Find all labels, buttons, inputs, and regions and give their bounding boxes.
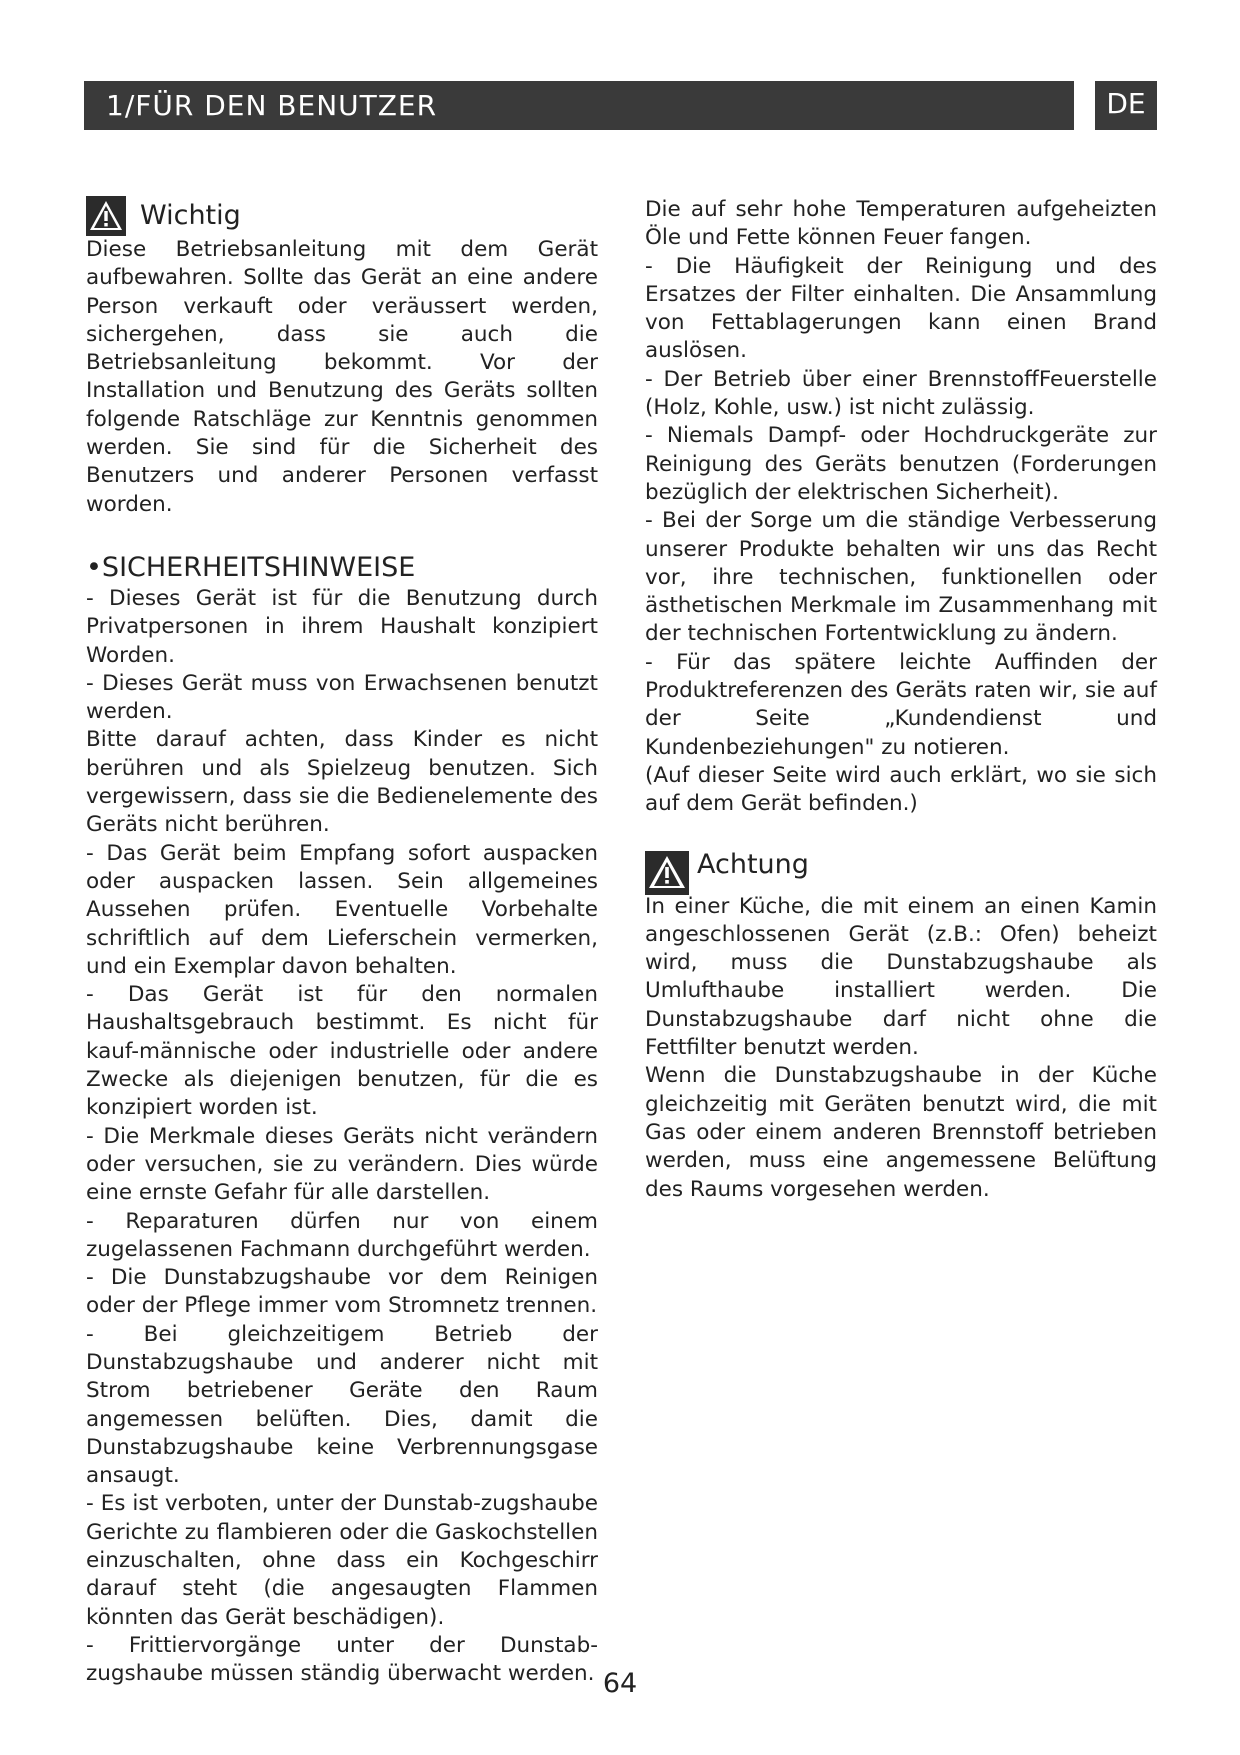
safety-paragraph: (Auf dieser Seite wird auch erklärt, wo sie sich auf dem Gerät befinden.) xyxy=(645,762,1157,817)
achtung-text: Wenn die Dunstabzugshaube in der Küche gleichzeitig mit Geräten benutzt wird, die mit Gas oder einem anderen Brennstoff betrieben werden, muss eine angemessene Belüftung des Raums vorgesehen werden. xyxy=(645,1063,1157,1202)
safety-paragraph: - Der Betrieb über einer BrennstoffFeuerstelle (Holz, Kohle, usw.) ist nicht zulässig. xyxy=(645,366,1157,421)
safety-paragraph: - Dieses Gerät muss von Erwachsenen benutzt werden. xyxy=(86,670,598,725)
safety-paragraph: Die auf sehr hohe Temperaturen aufgeheizten Öle und Fette können Feuer fangen. xyxy=(645,197,1157,251)
safety-paragraph: - Das Gerät beim Empfang sofort auspacken oder auspacken lassen. Sein allgemeines Aussehen prüfen. Eventuelle Vorbehalte schriftlich auf dem Lieferschein vermerken, und ein Exemplar davon behalten. xyxy=(86,840,598,979)
warning-icon xyxy=(86,196,126,236)
safety-heading: •SICHERHEITSHINWEISE xyxy=(86,551,416,583)
wichtig-heading xyxy=(86,196,598,236)
achtung-title: Achtung xyxy=(697,848,809,880)
wichtig-text: Diese Betriebsanleitung mit dem Gerät aufbewahren. Sollte das Gerät an eine andere Person verkauft oder veräussert werden, sichergehen, dass sie auch die Betriebsanleitung bekommt. Vor der Installation und Benutzung des Geräts sollten folgende Ratschläge zur Kenntnis genommen werden. Sie sind für die Sicherheit des Benutzers und anderer Personen verfasst worden. xyxy=(86,237,598,517)
safety-paragraph: - Das Gerät ist für den normalen Haushaltsgebrauch bestimmt. Es nicht für kauf-männische oder industrielle oder andere Zwecke als diejenigen benutzen, für die es konzipiert worden ist. xyxy=(86,982,598,1121)
safety-paragraph: - Reparaturen dürfen nur von einem zugelassenen Fachmann durchgeführt werden. xyxy=(86,1208,598,1262)
safety-paragraph: - Dieses Gerät ist für die Benutzung durch Privatpersonen in ihrem Haushalt konzipiert Worden. xyxy=(86,585,598,668)
safety-paragraph: - Bei gleichzeitigem Betrieb der Dunstabzugshaube und anderer nicht mit Strom betriebener Geräte den Raum angemessen belüften. Dies, damit die Dunstabzugshaube keine Verbrennungsgase ansaugt. xyxy=(86,1321,598,1489)
safety-paragraph: - Es ist verboten, unter der Dunstab-zugshaube Gerichte zu flambieren oder die Gaskochstellen einzuschalten, ohne dass ein Kochgeschirr darauf steht (die angesaugten Flammen könnten das Gerät beschädigen). xyxy=(86,1491,598,1630)
safety-paragraph: Bitte darauf achten, dass Kinder es nicht berühren und als Spielzeug benutzen. Sich vergewissern, dass sie die Bedienelemente des Geräts nicht berühren. xyxy=(86,727,598,838)
achtung-block xyxy=(645,849,1157,895)
warning-icon xyxy=(645,851,689,895)
achtung-content xyxy=(697,849,809,881)
language-badge: DE xyxy=(1095,81,1157,130)
safety-paragraph: - Für das spätere leichte Auffinden der Produktreferenzen des Geräts raten wir, sie auf der Seite „Kundendienst und Kundenbeziehungen" zu notieren. xyxy=(645,649,1157,760)
safety-paragraph: - Frittiervorgänge unter der Dunstab-zugshaube müssen ständig überwacht werden. xyxy=(86,1632,598,1687)
safety-paragraph: - Die Merkmale dieses Geräts nicht verändern oder versuchen, sie zu verändern. Dies würde eine ernste Gefahr für alle darstellen. xyxy=(86,1123,598,1206)
header-bar xyxy=(84,81,1074,130)
spacer xyxy=(645,819,1157,849)
safety-paragraph: - Bei der Sorge um die ständige Verbesserung unserer Produkte behalten wir uns das Recht vor, ihre technischen, funktionellen oder ästhetischen Merkmale im Zusammenhang mit der technischen Fortentwicklung zu ändern. xyxy=(645,508,1157,647)
left-column xyxy=(86,196,598,1689)
right-column xyxy=(645,196,1157,1204)
safety-paragraph: - Niemals Dampf- oder Hochdruckgeräte zur Reinigung des Geräts benutzen (Forderungen bezüglich der elektrischen Sicherheit). xyxy=(645,423,1157,505)
wichtig-title: Wichtig xyxy=(140,199,241,231)
safety-paragraph: - Die Häufigkeit der Reinigung und des Ersatzes der Filter einhalten. Die Ansammlung von Fettablagerungen kann einen Brand auslösen. xyxy=(645,253,1157,364)
page-number: 64 xyxy=(602,1668,638,1699)
achtung-text: In einer Küche, die mit einem an einen Kamin angeschlossenen Gerät (z.B.: Ofen) beheizt wird, muss die Dunstabzugshaube als Umlufthaube installiert werden. Die Dunstabzugshaube darf nicht ohne die Fettfilter benutzt werden. xyxy=(645,893,1157,1061)
section-title: 1/FÜR DEN BENUTZER xyxy=(106,89,438,122)
safety-paragraph: - Die Dunstabzugshaube vor dem Reinigen oder der Pflege immer vom Stromnetz trennen. xyxy=(86,1265,598,1319)
